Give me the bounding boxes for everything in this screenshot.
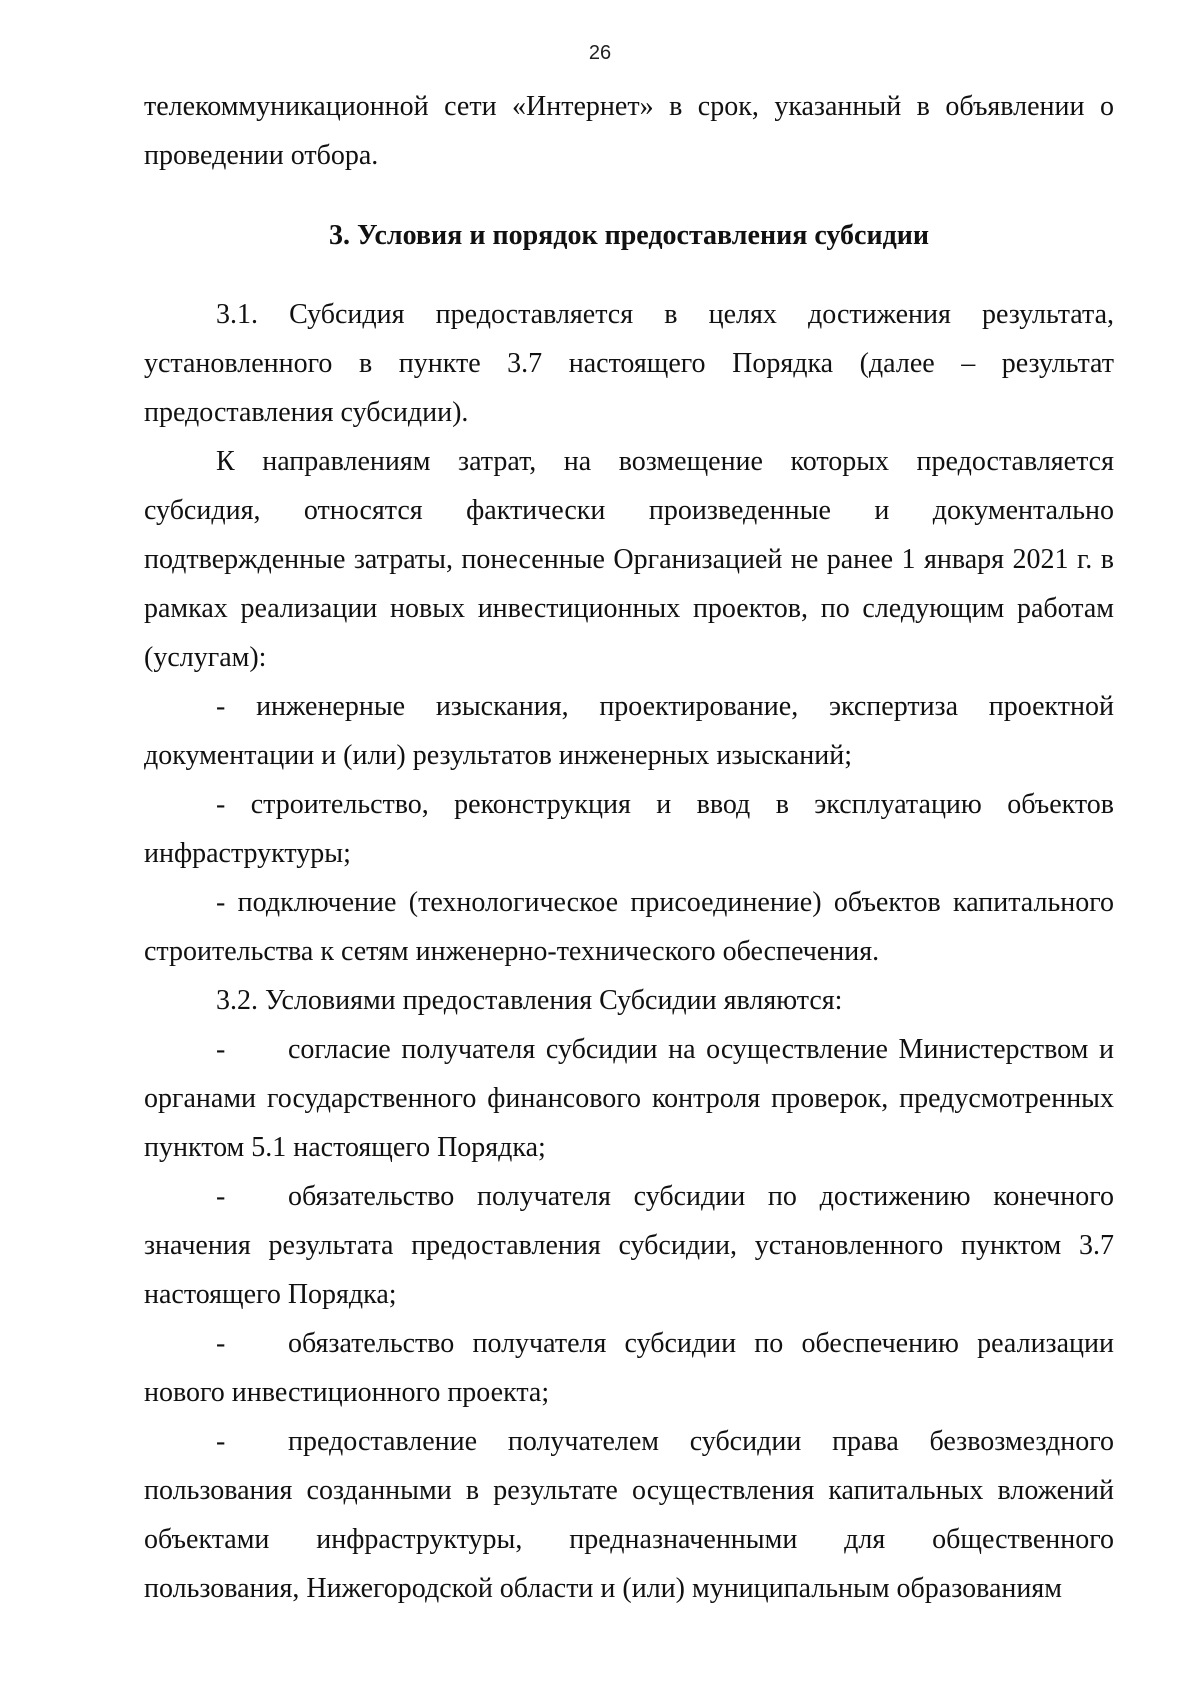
page-number: 26 xyxy=(588,42,612,64)
condition-item xyxy=(144,1025,1114,1172)
condition-item xyxy=(144,1319,1114,1417)
list-dash: - xyxy=(216,1181,226,1212)
work-item: - инженерные изыскания, проектирование, экспертиза проектной документации и (или) результатов инженерных изысканий; xyxy=(144,691,1114,771)
condition-text: предоставление получателем субсидии права безвозмездного пользования созданными в результате осуществления капитальных вложений объектами инфраструктуры, предназначенными для общественного пользования, Нижегородской области и (или) муниципальным образованиям xyxy=(144,1426,1114,1604)
intro-paragraph: телекоммуникационной сети «Интернет» в срок, указанный в объявлении о проведении отбора. xyxy=(144,91,1114,171)
condition-text: обязательство получателя субсидии по достижению конечного значения результата предоставления субсидии, установленного пунктом 3.7 настоящего Порядка; xyxy=(144,1181,1114,1310)
list-dash: - xyxy=(216,1034,226,1065)
condition-item xyxy=(144,1417,1114,1613)
paragraph-3-1: 3.1. Субсидия предоставляется в целях достижения результата, установленного в пункте 3.7 настоящего Порядка (далее – результат предоставления субсидии). xyxy=(144,299,1114,428)
list-dash: - xyxy=(216,1426,226,1457)
condition-text: обязательство получателя субсидии по обеспечению реализации нового инвестиционного проекта; xyxy=(144,1328,1114,1408)
work-item: - подключение (технологическое присоединение) объектов капитального строительства к сетям инженерно-технического обеспечения. xyxy=(144,887,1114,967)
condition-text: согласие получателя субсидии на осуществление Министерством и органами государственного финансового контроля проверок, предусмотренных пунктом 5.1 настоящего Порядка; xyxy=(144,1034,1114,1163)
paragraph-3-2: 3.2. Условиями предоставления Субсидии являются: xyxy=(216,985,843,1016)
work-item: - строительство, реконструкция и ввод в эксплуатацию объектов инфраструктуры; xyxy=(144,789,1114,869)
list-dash: - xyxy=(216,1328,226,1359)
paragraph-cost-directions: К направлениям затрат, на возмещение которых предоставляется субсидия, относятся фактически произведенные и документально подтвержденные затраты, понесенные Организацией не ранее 1 января 2021 г. в рамках реализации новых инвестиционных проектов, по следующим работам (услугам): xyxy=(144,446,1114,673)
page-body xyxy=(144,82,1114,1613)
section-title: 3. Условия и порядок предоставления субсидии xyxy=(328,220,930,251)
condition-item xyxy=(144,1172,1114,1319)
